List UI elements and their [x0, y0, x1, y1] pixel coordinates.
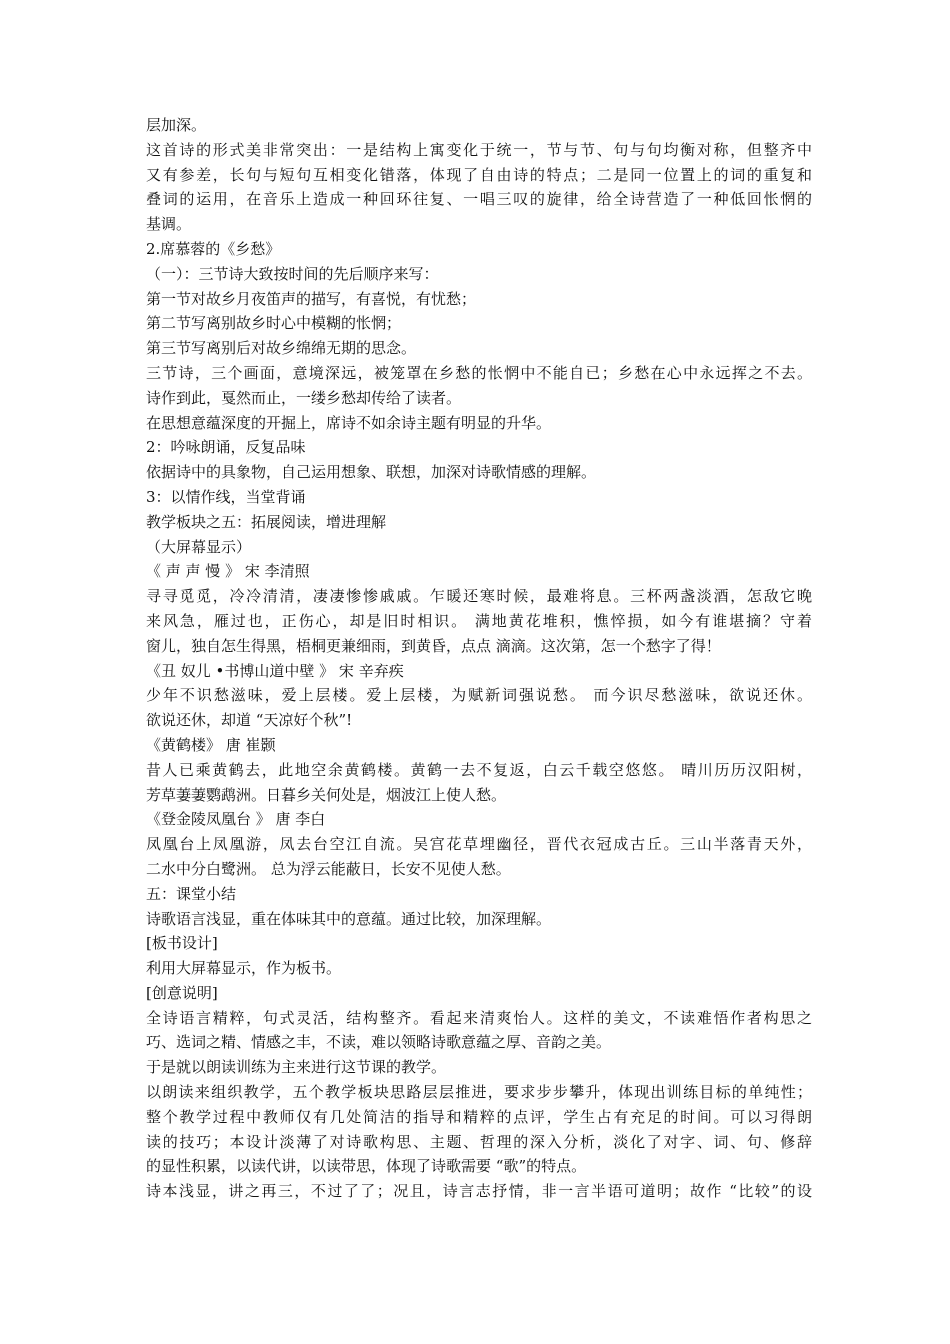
text-line: 利用大屏幕显示，作为板书。 — [146, 959, 342, 978]
text-line: 2：吟咏朗诵，反复品味 — [146, 438, 306, 457]
text-line: 诗作到此，戛然而止，一缕乡愁却传给了读者。 — [146, 388, 462, 407]
text-line: 第一节对故乡月夜笛声的描写，有喜悦，有忧愁； — [146, 289, 477, 308]
text-line: 整个教学过程中教师仅有几处简洁的指导和精粹的点评，学生占有充足的时间。可以习得朗 — [146, 1107, 812, 1126]
text-line: 寻寻觅觅，冷冷清清，凄凄惨惨戚戚。乍暖还寒时候，最难将息。三杯两盏淡酒，怎敌它晚 — [146, 587, 812, 606]
text-line: 于是就以朗读训练为主来进行这节课的教学。 — [146, 1058, 447, 1077]
text-line: 依据诗中的具象物，自己运用想象、联想，加深对诗歌情感的理解。 — [146, 463, 597, 482]
text-line: 芳草萋萋鹦鹉洲。日暮乡关何处是，烟波江上使人愁。 — [146, 785, 507, 804]
text-line: 《登金陵凤凰台 》 唐 李白 — [146, 810, 326, 829]
text-line: 基调。 — [146, 215, 192, 234]
text-line: 层加深。 — [146, 116, 207, 134]
text-line: 《 声 声 慢 》 宋 李清照 — [146, 562, 310, 581]
text-line: 凤凰台上凤凰游，凤去台空江自流。吴宫花草埋幽径，晋代衣冠成古丘。三山半落青天外， — [146, 835, 812, 854]
text-line: 以朗读来组织教学，五个教学板块思路层层推进，要求步步攀升，体现出训练目标的单纯性； — [146, 1083, 812, 1102]
text-line: 的显性积累，以读代讲，以读带思，体现了诗歌需要 “歌”的特点。 — [146, 1157, 587, 1176]
text-line: 五：课堂小结 — [146, 884, 237, 903]
text-line: 诗本浅显，讲之再三，不过了了；况且，诗言志抒情，非一言半语可道明；故作 “比较”的设 — [146, 1182, 812, 1201]
document-body — [146, 113, 812, 1204]
text-line: [创意说明] — [146, 983, 218, 1002]
text-line: 3：以情作线，当堂背诵 — [146, 487, 306, 506]
text-line: 诗歌语言浅显，重在体味其中的意蕴。通过比较，加深理解。 — [146, 909, 552, 928]
text-line: 叠词的运用，在音乐上造成一种回环往复、一唱三叹的旋律，给全诗营造了一种低回怅惘的 — [146, 190, 812, 209]
text-line: 少年不识愁滋味，爱上层楼。爱上层楼，为赋新词强说愁。 而今识尽愁滋味，欲说还休。 — [146, 686, 812, 705]
text-line: 昔人已乘黄鹤去，此地空余黄鹤楼。黄鹤一去不复返，白云千载空悠悠。 晴川历历汉阳树， — [146, 760, 812, 779]
text-line: 巧、选词之精、情感之丰，不读，难以领略诗歌意蕴之厚、音韵之美。 — [146, 1033, 612, 1052]
text-line: 2.席慕蓉的《乡愁》 — [146, 239, 281, 258]
text-line: 二水中分白鹭洲。 总为浮云能蔽日，长安不见使人愁。 — [146, 859, 511, 878]
text-line: [板书设计] — [146, 934, 218, 953]
text-line: 三节诗，三个画面，意境深远，被笼罩在乡愁的怅惘中不能自已；乡愁在心中永远挥之不去。 — [146, 363, 812, 382]
text-line: （大屏幕显示） — [146, 537, 252, 556]
text-line: 欲说还休，却道 “天凉好个秋”! — [146, 711, 353, 730]
text-line: （一）：三节诗大致按时间的先后顺序来写： — [146, 264, 439, 283]
text-line: 读的技巧；本设计淡薄了对诗歌构思、主题、哲理的深入分析，淡化了对字、词、句、修辞 — [146, 1132, 812, 1151]
text-line: 《黄鹤楼》 唐 崔颢 — [146, 735, 276, 754]
text-line: 全诗语言精粹，句式灵活，结构整齐。看起来清爽怡人。这样的美文，不读难悟作者构思之 — [146, 1008, 812, 1027]
text-line: 第三节写离别后对故乡绵绵无期的思念。 — [146, 339, 417, 358]
text-line: 来风急，雁过也，正伤心，却是旧时相识。 满地黄花堆积，憔悴损，如今有谁堪摘？守着 — [146, 611, 812, 630]
text-line: 第二节写离别故乡时心中模糊的怅惘； — [146, 314, 402, 333]
text-line: 这首诗的形式美非常突出：一是结构上寓变化于统一，节与节、句与句均衡对称，但整齐中 — [146, 140, 812, 159]
text-line: 《丑 奴儿 •书博山道中壁 》 宋 辛弃疾 — [146, 661, 404, 680]
text-line: 窗儿，独自怎生得黑，梧桐更兼细雨，到黄昏，点点 滴滴。这次第，怎一个愁字了得！ — [146, 636, 721, 655]
text-line: 又有参差，长句与短句互相变化错落，体现了自由诗的特点；二是同一位置上的词的重复和 — [146, 165, 812, 184]
text-line: 在思想意蕴深度的开掘上，席诗不如余诗主题有明显的升华。 — [146, 413, 552, 432]
text-line: 教学板块之五：拓展阅读，增进理解 — [146, 512, 387, 531]
